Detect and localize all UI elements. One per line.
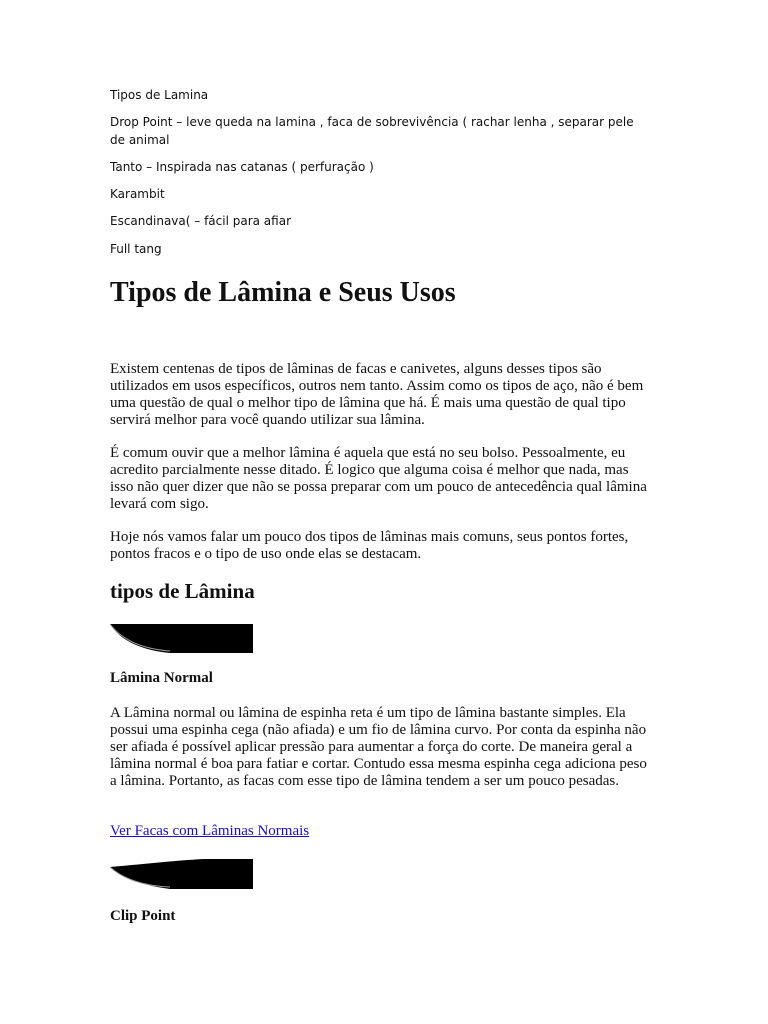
- article-paragraph-1: Existem centenas de tipos de lâminas de facas e canivetes, alguns desses tipos são utilizados em usos específicos, outros nem tanto. Assim como os tipos de aço, não é bem uma questão de qual o melhor tipo de lâmina que há. É mais uma questão de qual tipo servirá melhor para você quando utilizar sua lâmina.: [110, 361, 644, 428]
- article-heading: Tipos de Lâmina e Seus Usos: [110, 277, 456, 308]
- clip-point-blade-image: [110, 857, 255, 891]
- view-normal-blades-link[interactable]: Ver Facas com Lâminas Normais: [110, 823, 310, 839]
- note-karambit: Karambit: [110, 187, 165, 201]
- note-escandinava: Escandinava( – fácil para afiar: [110, 214, 291, 228]
- article-paragraph-3: Hoje nós vamos falar um pouco dos tipos de lâminas mais comuns, seus pontos fortes, pontos fracos e o tipo de uso onde elas se destacam.: [110, 529, 629, 562]
- note-tanto: Tanto – Inspirada nas catanas ( perfuração ): [110, 160, 374, 174]
- normal-blade-description: A Lâmina normal ou lâmina de espinha reta é um tipo de lâmina bastante simples. Ela possui uma espinha cega (não afiada) e um fio de lâmina curvo. Por conta da espinha não ser afiada é possível aplicar pressão para aumentar a força do corte. De maneira geral a lâmina normal é boa para fatiar e cortar. Contudo essa mesma espinha cega adiciona peso a lâmina. Portanto, as facas com esse tipo de lâmina tendem a ser um pouco pesadas.: [110, 705, 647, 789]
- article-paragraph-2: É comum ouvir que a melhor lâmina é aquela que está no seu bolso. Pessoalmente, eu acredito parcialmente nesse ditado. É logico que alguma coisa é melhor que nada, mas isso não quer dizer que não se possa preparar com um pouco de antecedência qual lâmina levará com sigo.: [110, 445, 647, 512]
- clip-point-label: Clip Point: [110, 908, 176, 924]
- notes-title: Tipos de Lamina: [110, 88, 209, 102]
- normal-blade-label: Lâmina Normal: [110, 670, 213, 686]
- note-drop-point: Drop Point – leve queda na lamina , faca de sobrevivência ( rachar lenha , separar pele de animal: [110, 115, 634, 147]
- normal-blade-image: [110, 622, 255, 654]
- note-full-tang: Full tang: [110, 242, 162, 256]
- section-subheading: tipos de Lâmina: [110, 579, 255, 603]
